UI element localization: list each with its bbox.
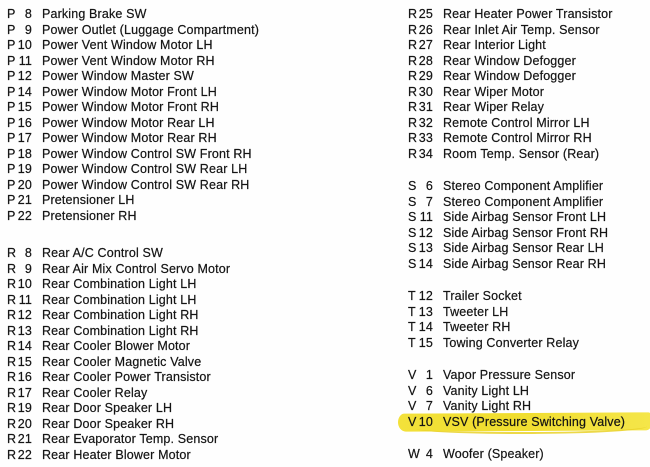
component-label: Power Vent Window Motor LH: [42, 38, 213, 52]
code-number: 19: [17, 162, 32, 176]
component-label: Rear Evaporator Temp. Sensor: [42, 432, 219, 446]
component-code: [7, 308, 32, 324]
component-label: Power Window Motor Front RH: [42, 100, 220, 114]
list-item: [408, 368, 650, 384]
component-label: Side Airbag Sensor Rear RH: [443, 256, 607, 271]
list-item: [7, 7, 343, 23]
code-letter: S: [408, 179, 417, 193]
code-letter: R: [7, 401, 17, 415]
component-group-p: [7, 7, 343, 224]
component-code: [7, 69, 32, 85]
list-item: [408, 336, 650, 352]
code-letter: P: [7, 69, 16, 83]
component-label: Rear Air Mix Control Servo Motor: [42, 261, 231, 276]
list-item: [408, 116, 650, 132]
list-item: [408, 7, 650, 23]
code-number: 12: [17, 308, 32, 322]
code-letter: P: [7, 53, 16, 68]
code-number: 20: [17, 416, 32, 431]
component-code: [408, 368, 433, 384]
list-item: [408, 100, 650, 116]
list-item: [408, 257, 650, 273]
code-number: 28: [418, 53, 433, 68]
code-number: 13: [418, 304, 433, 319]
component-label: Rear Wiper Relay: [443, 100, 545, 114]
list-item: [408, 38, 650, 54]
component-code: [7, 54, 32, 70]
code-letter: P: [7, 208, 16, 223]
code-number: 17: [17, 131, 32, 145]
list-item: [7, 116, 343, 132]
component-label: Pretensioner RH: [42, 208, 137, 223]
component-code: [408, 257, 433, 273]
list-item: [7, 38, 343, 54]
list-item: [7, 277, 343, 293]
component-label: Rear Combination Light RH: [42, 308, 199, 322]
code-letter: P: [7, 7, 16, 21]
component-label: Power Window Control SW Front RH: [42, 146, 252, 161]
code-number: 10: [17, 277, 32, 291]
component-code: [408, 320, 433, 336]
code-letter: R: [7, 292, 17, 307]
code-letter: R: [408, 53, 418, 68]
code-letter: V: [408, 414, 417, 429]
code-number: 31: [418, 100, 433, 114]
component-label: Side Airbag Sensor Rear LH: [443, 241, 604, 255]
component-label: VSV (Pressure Switching Valve): [443, 414, 626, 429]
list-item: [7, 324, 343, 340]
code-number: 7: [425, 194, 433, 209]
component-code: [408, 85, 433, 101]
list-item: [7, 370, 343, 386]
component-code: [7, 277, 32, 293]
component-code: [7, 23, 32, 39]
component-code: [7, 178, 32, 194]
code-number: 9: [24, 22, 32, 37]
component-code: [7, 193, 32, 209]
code-letter: R: [7, 447, 17, 462]
code-letter: S: [408, 225, 417, 240]
component-code: [7, 448, 32, 464]
code-letter: W: [408, 447, 420, 461]
component-code: [408, 23, 433, 39]
code-letter: S: [408, 194, 417, 209]
code-number: 14: [17, 339, 32, 353]
list-item: [408, 54, 650, 70]
component-group-r: [408, 7, 650, 162]
code-letter: R: [408, 131, 418, 145]
component-label: Parking Brake SW: [42, 7, 147, 21]
component-code: [408, 415, 433, 431]
component-code: [408, 179, 433, 195]
component-code: [408, 38, 433, 54]
code-number: 25: [418, 7, 433, 21]
component-label: Power Window Control SW Rear LH: [42, 162, 248, 176]
code-number: 9: [24, 261, 32, 276]
list-item: [7, 69, 343, 85]
code-number: 4: [425, 447, 433, 461]
list-item: [7, 417, 343, 433]
component-label: Rear Combination Light LH: [42, 292, 197, 307]
list-item: [408, 241, 650, 257]
component-label: Towing Converter Relay: [443, 335, 579, 350]
list-item: [7, 262, 343, 278]
list-item: [7, 386, 343, 402]
component-code: [7, 355, 32, 371]
component-label: Pretensioner LH: [42, 193, 135, 207]
component-label: Rear Combination Light LH: [42, 277, 197, 291]
list-item: [408, 147, 650, 163]
code-letter: R: [7, 323, 17, 338]
code-number: 7: [425, 399, 433, 413]
list-item: [7, 355, 343, 371]
component-code: [7, 370, 32, 386]
component-label: Rear Combination Light RH: [42, 323, 199, 338]
component-code: [7, 262, 32, 278]
list-item: [7, 85, 343, 101]
code-letter: S: [408, 241, 417, 255]
component-label: Rear Door Speaker LH: [42, 401, 173, 415]
code-letter: R: [7, 277, 17, 291]
component-code: [408, 195, 433, 211]
list-item-highlighted: [408, 415, 650, 431]
list-item: [408, 320, 650, 336]
code-number: 15: [17, 354, 32, 369]
component-code: [408, 147, 433, 163]
code-letter: V: [408, 399, 417, 413]
component-group-r: [7, 246, 343, 463]
code-number: 14: [17, 84, 32, 99]
code-letter: R: [7, 432, 17, 446]
code-number: 21: [17, 193, 32, 207]
component-label: Rear Window Defogger: [443, 53, 576, 68]
list-item: [408, 23, 650, 39]
component-group-w: [408, 447, 650, 463]
component-label: Tweeter RH: [443, 320, 511, 334]
code-number: 10: [418, 414, 433, 429]
component-code: [408, 210, 433, 226]
component-label: Room Temp. Sensor (Rear): [443, 146, 600, 161]
code-number: 11: [419, 210, 433, 224]
code-number: 6: [425, 179, 433, 193]
list-item: [7, 131, 343, 147]
list-item: [408, 131, 650, 147]
component-code: [7, 401, 32, 417]
component-code: [7, 432, 32, 448]
code-number: 6: [425, 383, 433, 398]
component-label: Rear Door Speaker RH: [42, 416, 175, 431]
code-number: 32: [418, 115, 433, 130]
code-letter: R: [7, 308, 17, 322]
component-code: [7, 100, 32, 116]
component-code: [7, 324, 32, 340]
list-item: [7, 308, 343, 324]
component-group-t: [408, 289, 650, 351]
component-code: [7, 162, 32, 178]
code-letter: T: [408, 335, 416, 350]
code-number: 12: [418, 289, 433, 303]
code-number: 20: [17, 177, 32, 192]
list-item: [408, 85, 650, 101]
component-label: Rear Wiper Motor: [443, 84, 545, 99]
code-letter: R: [408, 84, 418, 99]
list-item: [408, 226, 650, 242]
list-item: [7, 100, 343, 116]
component-label: Rear Window Defogger: [443, 69, 576, 83]
component-code: [7, 293, 32, 309]
code-number: 30: [418, 84, 433, 99]
list-item: [408, 384, 650, 400]
component-label: Power Vent Window Motor RH: [42, 53, 215, 68]
code-letter: R: [408, 22, 418, 37]
list-item: [408, 305, 650, 321]
list-item: [7, 147, 343, 163]
component-code: [7, 386, 32, 402]
code-number: 14: [418, 320, 433, 334]
code-number: 34: [418, 146, 433, 161]
code-letter: P: [7, 100, 16, 114]
code-letter: R: [408, 69, 418, 83]
code-letter: V: [408, 383, 417, 398]
component-code: [408, 305, 433, 321]
code-letter: P: [7, 177, 16, 192]
code-number: 29: [418, 69, 433, 83]
code-number: 17: [17, 385, 32, 400]
code-letter: P: [7, 146, 16, 161]
component-code: [408, 336, 433, 352]
list-item: [7, 209, 343, 225]
component-label: Stereo Component Amplifier: [443, 194, 604, 209]
component-label: Rear Interior Light: [443, 38, 546, 52]
list-item: [7, 401, 343, 417]
component-code: [408, 100, 433, 116]
code-letter: R: [408, 7, 418, 21]
component-label: Rear Cooler Relay: [42, 385, 148, 400]
component-code: [408, 116, 433, 132]
component-label: Power Outlet (Luggage Compartment): [42, 22, 260, 37]
component-code: [7, 147, 32, 163]
code-letter: R: [408, 38, 418, 52]
left-column: [7, 7, 343, 463]
component-code: [7, 116, 32, 132]
code-number: 12: [17, 69, 32, 83]
list-item: [7, 178, 343, 194]
list-item: [408, 195, 650, 211]
code-letter: R: [7, 385, 17, 400]
component-code: [7, 85, 32, 101]
component-label: Vapor Pressure Sensor: [443, 368, 576, 382]
code-number: 13: [17, 323, 32, 338]
code-number: 8: [24, 7, 32, 21]
component-label: Rear Heater Blower Motor: [42, 447, 191, 462]
code-number: 16: [17, 115, 32, 130]
code-letter: R: [408, 115, 418, 130]
component-label: Vanity Light LH: [443, 383, 530, 398]
list-item: [7, 339, 343, 355]
code-letter: R: [7, 339, 17, 353]
code-letter: P: [7, 22, 16, 37]
code-letter: R: [7, 354, 17, 369]
component-label: Rear Cooler Magnetic Valve: [42, 354, 202, 369]
component-label: Tweeter LH: [443, 304, 509, 319]
component-code: [408, 289, 433, 305]
component-group-s: [408, 179, 650, 272]
component-label: Woofer (Speaker): [443, 447, 544, 461]
code-letter: T: [408, 289, 416, 303]
component-label: Trailer Socket: [443, 289, 522, 303]
component-label: Side Airbag Sensor Front RH: [443, 225, 609, 240]
list-item: [7, 54, 343, 70]
component-label: Remote Control Mirror RH: [443, 131, 592, 145]
code-number: 27: [418, 38, 433, 52]
code-number: 26: [418, 22, 433, 37]
list-item: [7, 23, 343, 39]
component-label: Power Window Master SW: [42, 69, 194, 83]
component-label: Remote Control Mirror LH: [443, 115, 590, 130]
component-label: Rear Heater Power Transistor: [443, 7, 613, 21]
code-number: 33: [418, 131, 433, 145]
code-letter: S: [408, 256, 417, 271]
code-number: 21: [17, 432, 32, 446]
code-letter: R: [408, 100, 418, 114]
right-column: [408, 7, 650, 463]
component-code: [408, 69, 433, 85]
component-label: Rear Cooler Power Transistor: [42, 370, 211, 384]
code-letter: P: [7, 115, 16, 130]
component-code: [408, 7, 433, 23]
component-code: [7, 417, 32, 433]
list-item: [7, 162, 343, 178]
code-number: 22: [17, 447, 32, 462]
code-number: 8: [24, 246, 32, 260]
code-number: 22: [17, 208, 32, 223]
list-item: [7, 432, 343, 448]
component-code: [7, 339, 32, 355]
component-code: [408, 447, 433, 463]
component-label: Rear A/C Control SW: [42, 246, 163, 260]
code-letter: P: [7, 84, 16, 99]
component-code: [408, 131, 433, 147]
code-letter: P: [7, 38, 16, 52]
code-number: 11: [18, 292, 32, 307]
component-group-v: [408, 368, 650, 430]
component-code: [408, 399, 433, 415]
code-letter: P: [7, 193, 16, 207]
code-number: 13: [418, 241, 433, 255]
list-item: [7, 246, 343, 262]
component-label: Power Window Motor Front LH: [42, 84, 217, 99]
code-letter: R: [7, 261, 17, 276]
component-label: Side Airbag Sensor Front LH: [443, 210, 607, 224]
code-number: 18: [17, 146, 32, 161]
code-letter: P: [7, 131, 16, 145]
list-item: [408, 447, 650, 463]
component-code: [408, 384, 433, 400]
code-number: 11: [18, 53, 32, 68]
code-letter: R: [7, 416, 17, 431]
list-item: [408, 69, 650, 85]
code-number: 15: [17, 100, 32, 114]
component-label: Rear Cooler Blower Motor: [42, 339, 191, 353]
code-letter: T: [408, 304, 416, 319]
component-code: [7, 246, 32, 262]
list-item: [7, 293, 343, 309]
component-code: [7, 131, 32, 147]
code-letter: R: [7, 246, 17, 260]
list-item: [408, 210, 650, 226]
component-code: [408, 54, 433, 70]
list-item: [408, 179, 650, 195]
list-item: [408, 289, 650, 305]
code-letter: R: [7, 370, 17, 384]
code-number: 19: [17, 401, 32, 415]
component-code: [7, 7, 32, 23]
component-code: [7, 38, 32, 54]
code-number: 16: [17, 370, 32, 384]
component-label: Stereo Component Amplifier: [443, 179, 604, 193]
component-code: [408, 226, 433, 242]
code-number: 12: [418, 225, 433, 240]
code-number: 10: [17, 38, 32, 52]
component-label: Vanity Light RH: [443, 399, 532, 413]
component-label: Power Window Motor Rear LH: [42, 115, 215, 130]
component-label: Power Window Motor Rear RH: [42, 131, 217, 145]
component-label: Rear Inlet Air Temp. Sensor: [443, 22, 600, 37]
code-letter: T: [408, 320, 416, 334]
code-number: 1: [425, 368, 433, 382]
code-letter: V: [408, 368, 417, 382]
list-item: [7, 448, 343, 464]
code-letter: S: [408, 210, 417, 224]
code-number: 15: [418, 335, 433, 350]
component-code: [408, 241, 433, 257]
code-letter: R: [408, 146, 418, 161]
code-letter: P: [7, 162, 16, 176]
component-label: Power Window Control SW Rear RH: [42, 177, 250, 192]
list-item: [7, 193, 343, 209]
component-code: [7, 209, 32, 225]
code-number: 14: [418, 256, 433, 271]
